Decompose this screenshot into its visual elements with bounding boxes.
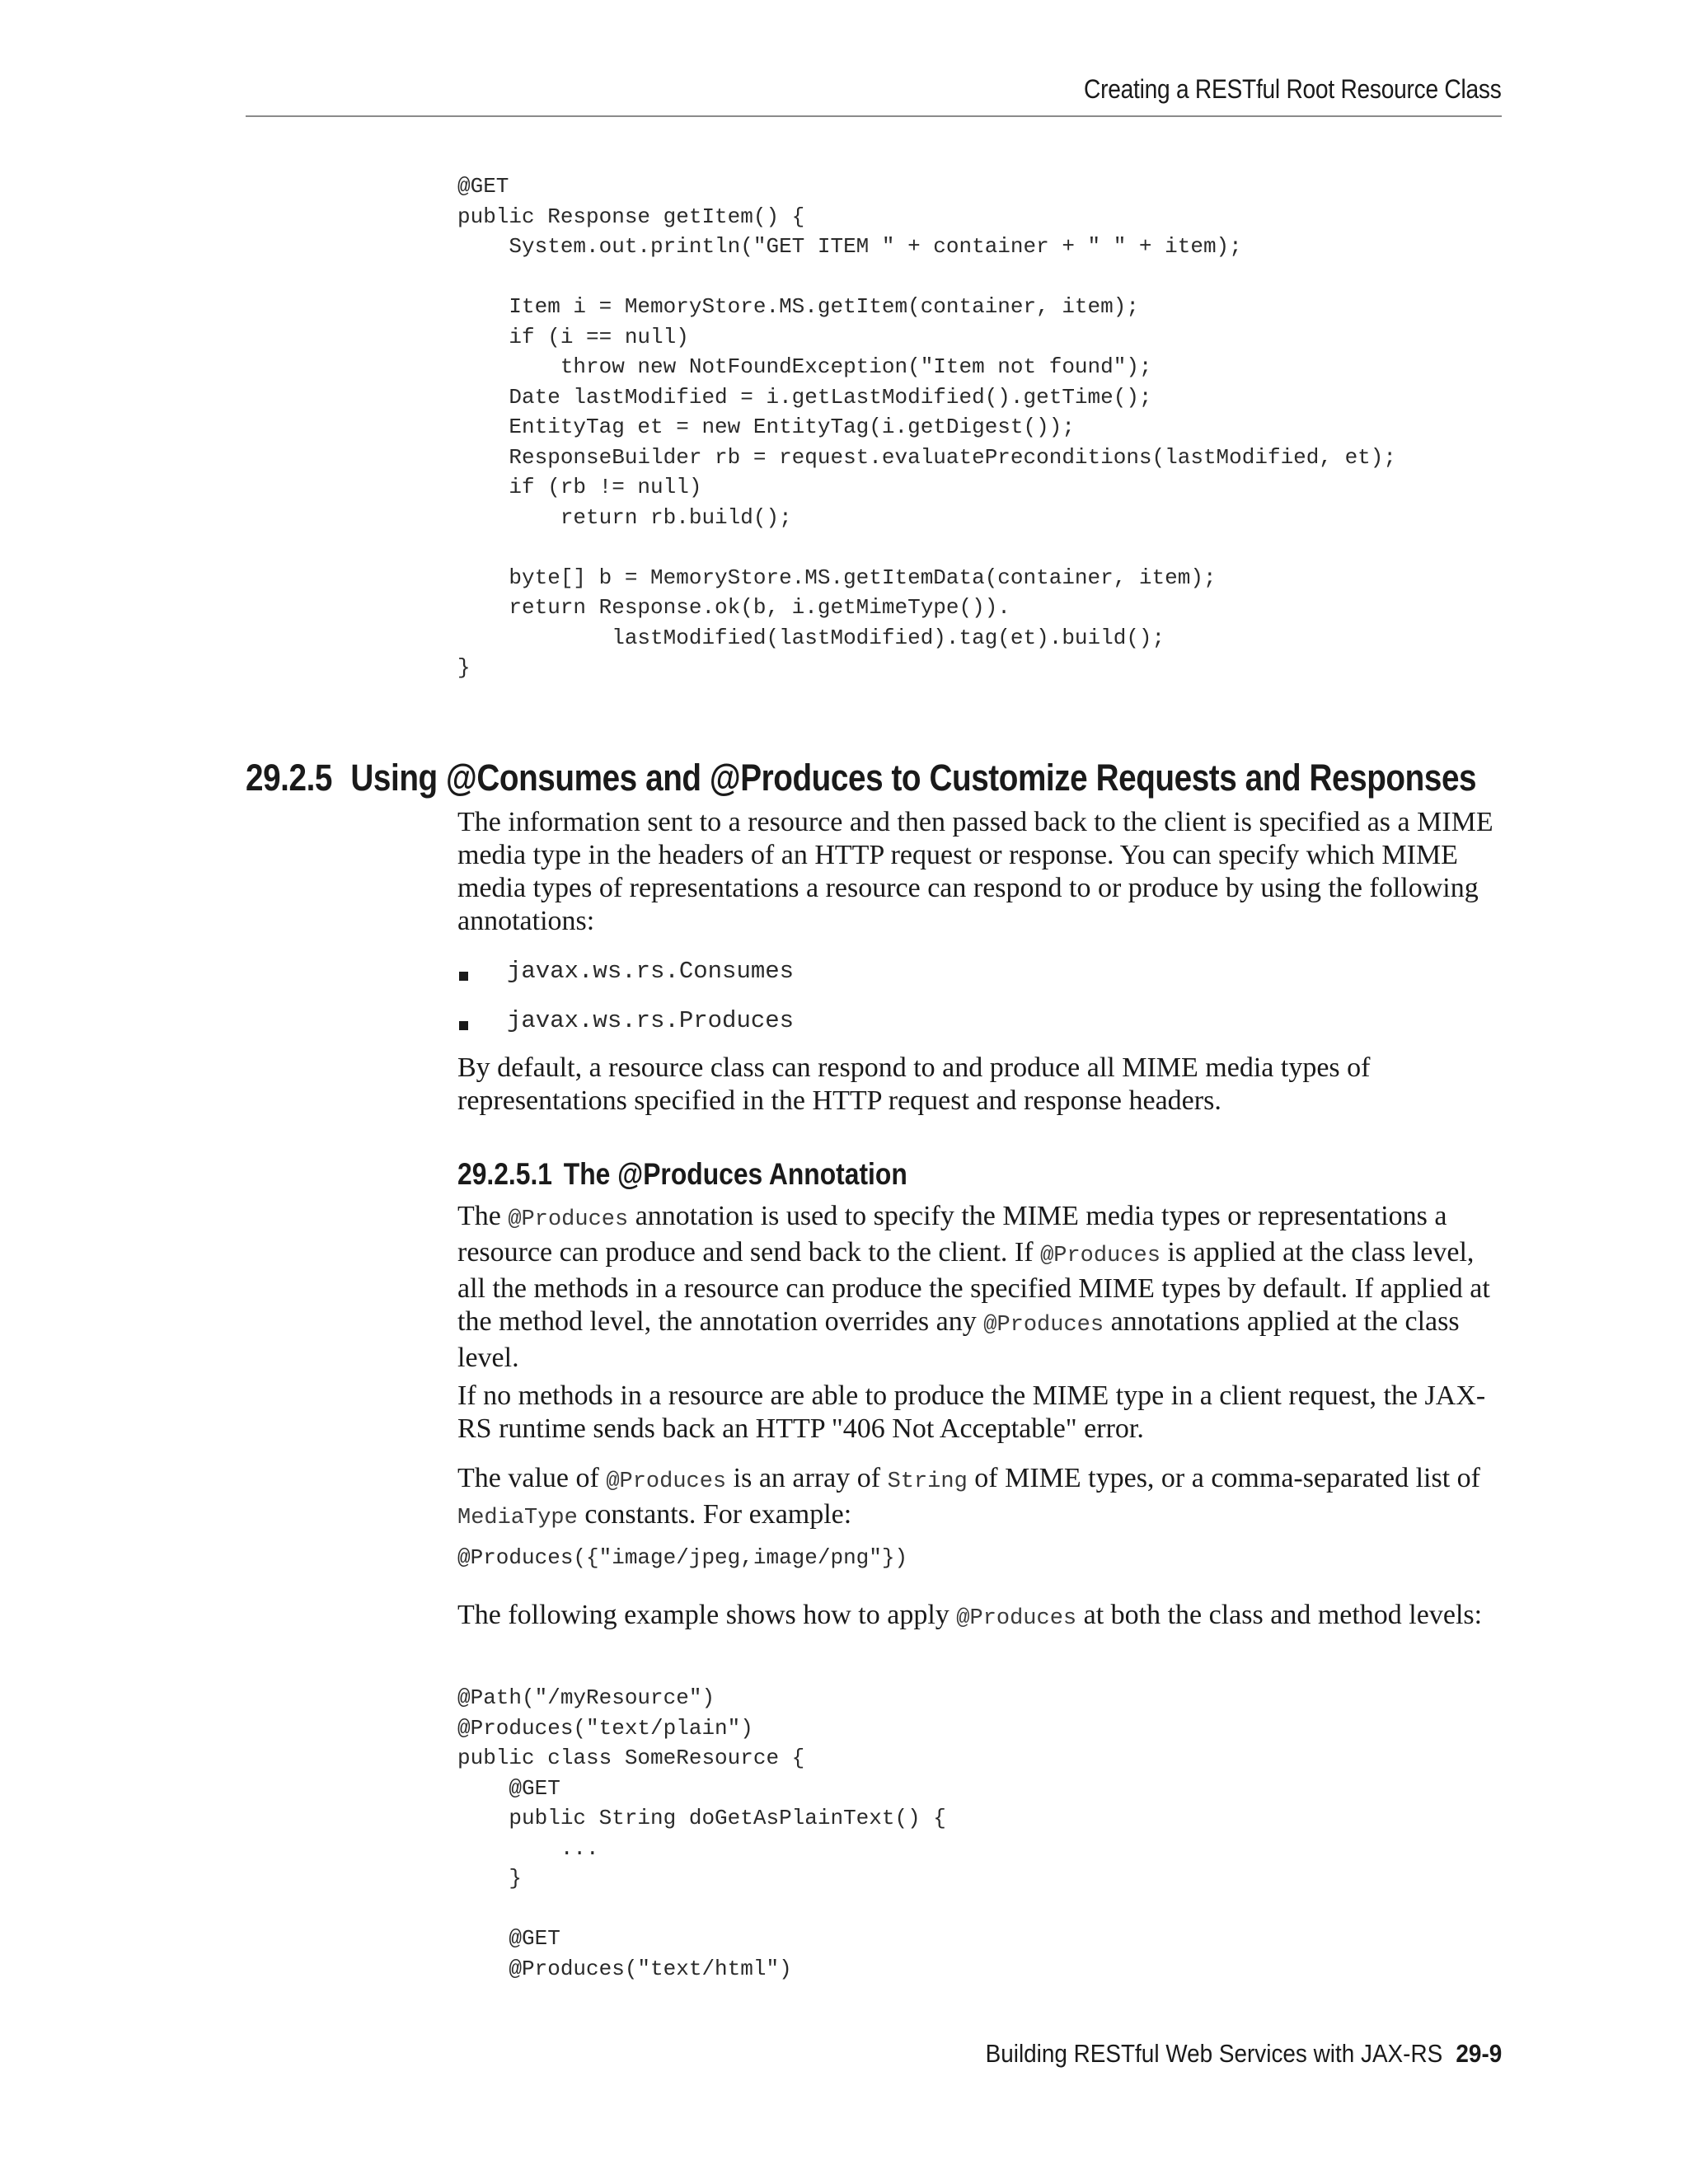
code-line: lastModified(lastModified).tag(et).build(); [457, 625, 1165, 650]
code-line: System.out.println("GET ITEM " + container + " " + item); [457, 234, 1242, 259]
code-line: public class SomeResource { [457, 1746, 805, 1770]
section-title: Using @Consumes and @Produces to Customize Requests and Responses [350, 757, 1477, 799]
code-line: } [457, 655, 471, 680]
subsection-title: The @Produces Annotation [563, 1157, 907, 1191]
text-run: The value of [457, 1463, 607, 1493]
code-line [457, 1894, 946, 1924]
section-heading [246, 757, 1476, 799]
produces-value-paragraph [457, 1462, 1496, 1535]
code-line: @Produces({"image/jpeg,image/png"}) [457, 1545, 908, 1570]
code-line: @GET [457, 1926, 560, 1951]
text-run: The following example shows how to apply [457, 1600, 957, 1630]
header-divider [246, 115, 1502, 117]
code-line: public Response getItem() { [457, 204, 805, 229]
text-run: annotations applied at the class level. [457, 1306, 1460, 1373]
subsection-number: 29.2.5.1 [457, 1157, 553, 1191]
text-run: of MIME types, or a comma-separated list of [967, 1463, 1480, 1493]
inline-code: @Produces [983, 1313, 1104, 1338]
list-item-text: javax.ws.rs.Consumes [507, 958, 795, 985]
inline-code: @Produces [606, 1469, 727, 1494]
bullet-square-icon [459, 972, 468, 981]
default-behavior-paragraph: By default, a resource class can respond to and produce all MIME media types of representations specified in the HTTP request and response headers. [457, 1052, 1371, 1116]
code-line: EntityTag et = new EntityTag(i.getDigest()); [457, 415, 1075, 439]
not-acceptable-paragraph: If no methods in a resource are able to produce the MIME type in a client request, the JAX-RS runtime sends back an HTTP "406 Not Acceptable" error. [457, 1380, 1486, 1444]
text-run: is applied at the class level, all the methods in a resource can produce the specified MIME types by default. If applied at the method level, the annotation overrides any [457, 1237, 1490, 1337]
text-run: annotation is used to specify the MIME media types or representations a resource can produce and send back to the client. If [457, 1201, 1447, 1268]
section-intro-paragraph: The information sent to a resource and then passed back to the client is specified as a MIME media type in the headers of an HTTP request or response. You can specify which MIME media types of representations a resource can respond to or produce by using the following annotations: [457, 807, 1493, 936]
code-line: @GET [457, 174, 509, 199]
bullet-square-icon [459, 1021, 468, 1030]
code-line [457, 262, 1396, 293]
code-line: Date lastModified = i.getLastModified().getTime(); [457, 384, 1152, 410]
code-line: @GET [457, 1775, 560, 1801]
code-line: if (rb != null) [457, 475, 702, 499]
code-line [457, 532, 1396, 563]
header-title: Creating a RESTful Root Resource Class [1084, 74, 1502, 104]
code-line: return rb.build(); [457, 504, 792, 530]
produces-description-paragraph [457, 1200, 1496, 1375]
code-line: ... [457, 1835, 599, 1861]
code-line: @Path("/myResource") [457, 1685, 715, 1710]
code-line: @Produces("text/html") [457, 1956, 792, 1981]
text-run: at both the class and method levels: [1076, 1600, 1483, 1630]
inline-code: @Produces [508, 1207, 629, 1232]
code-line: ResponseBuilder rb = request.evaluatePreconditions(lastModified, et); [457, 444, 1396, 470]
code-example-produces [457, 1543, 907, 1573]
code-line: @Produces("text/plain") [457, 1715, 753, 1741]
code-line: byte[] b = MemoryStore.MS.getItemData(container, item); [457, 565, 1217, 590]
page-footer [985, 2039, 1502, 2069]
code-line: } [457, 1866, 523, 1891]
subsection-heading [457, 1157, 907, 1192]
code-line: throw new NotFoundException("Item not found"); [457, 354, 1152, 379]
inline-code: MediaType [457, 1506, 578, 1530]
code-block-get-item [457, 171, 1396, 683]
section-number: 29.2.5 [246, 757, 333, 799]
footer-book-title: Building RESTful Web Services with JAX-RS [985, 2039, 1442, 2068]
inline-code: @Produces [956, 1606, 1077, 1631]
text-run: The [457, 1201, 509, 1231]
code-block-some-resource [457, 1683, 946, 1984]
page-number: 29-9 [1456, 2039, 1502, 2068]
code-line: Item i = MemoryStore.MS.getItem(container, item); [457, 294, 1139, 319]
code-line: public String doGetAsPlainText() { [457, 1806, 946, 1830]
text-run: constants. For example: [577, 1499, 852, 1530]
inline-code: String [887, 1469, 968, 1494]
code-line: if (i == null) [457, 324, 689, 349]
inline-code: @Produces [1040, 1244, 1160, 1268]
text-run: is an array of [726, 1463, 888, 1493]
apply-produces-paragraph [457, 1599, 1496, 1635]
code-line: return Response.ok(b, i.getMimeType()). [457, 595, 1010, 620]
list-item-text: javax.ws.rs.Produces [507, 1007, 795, 1034]
